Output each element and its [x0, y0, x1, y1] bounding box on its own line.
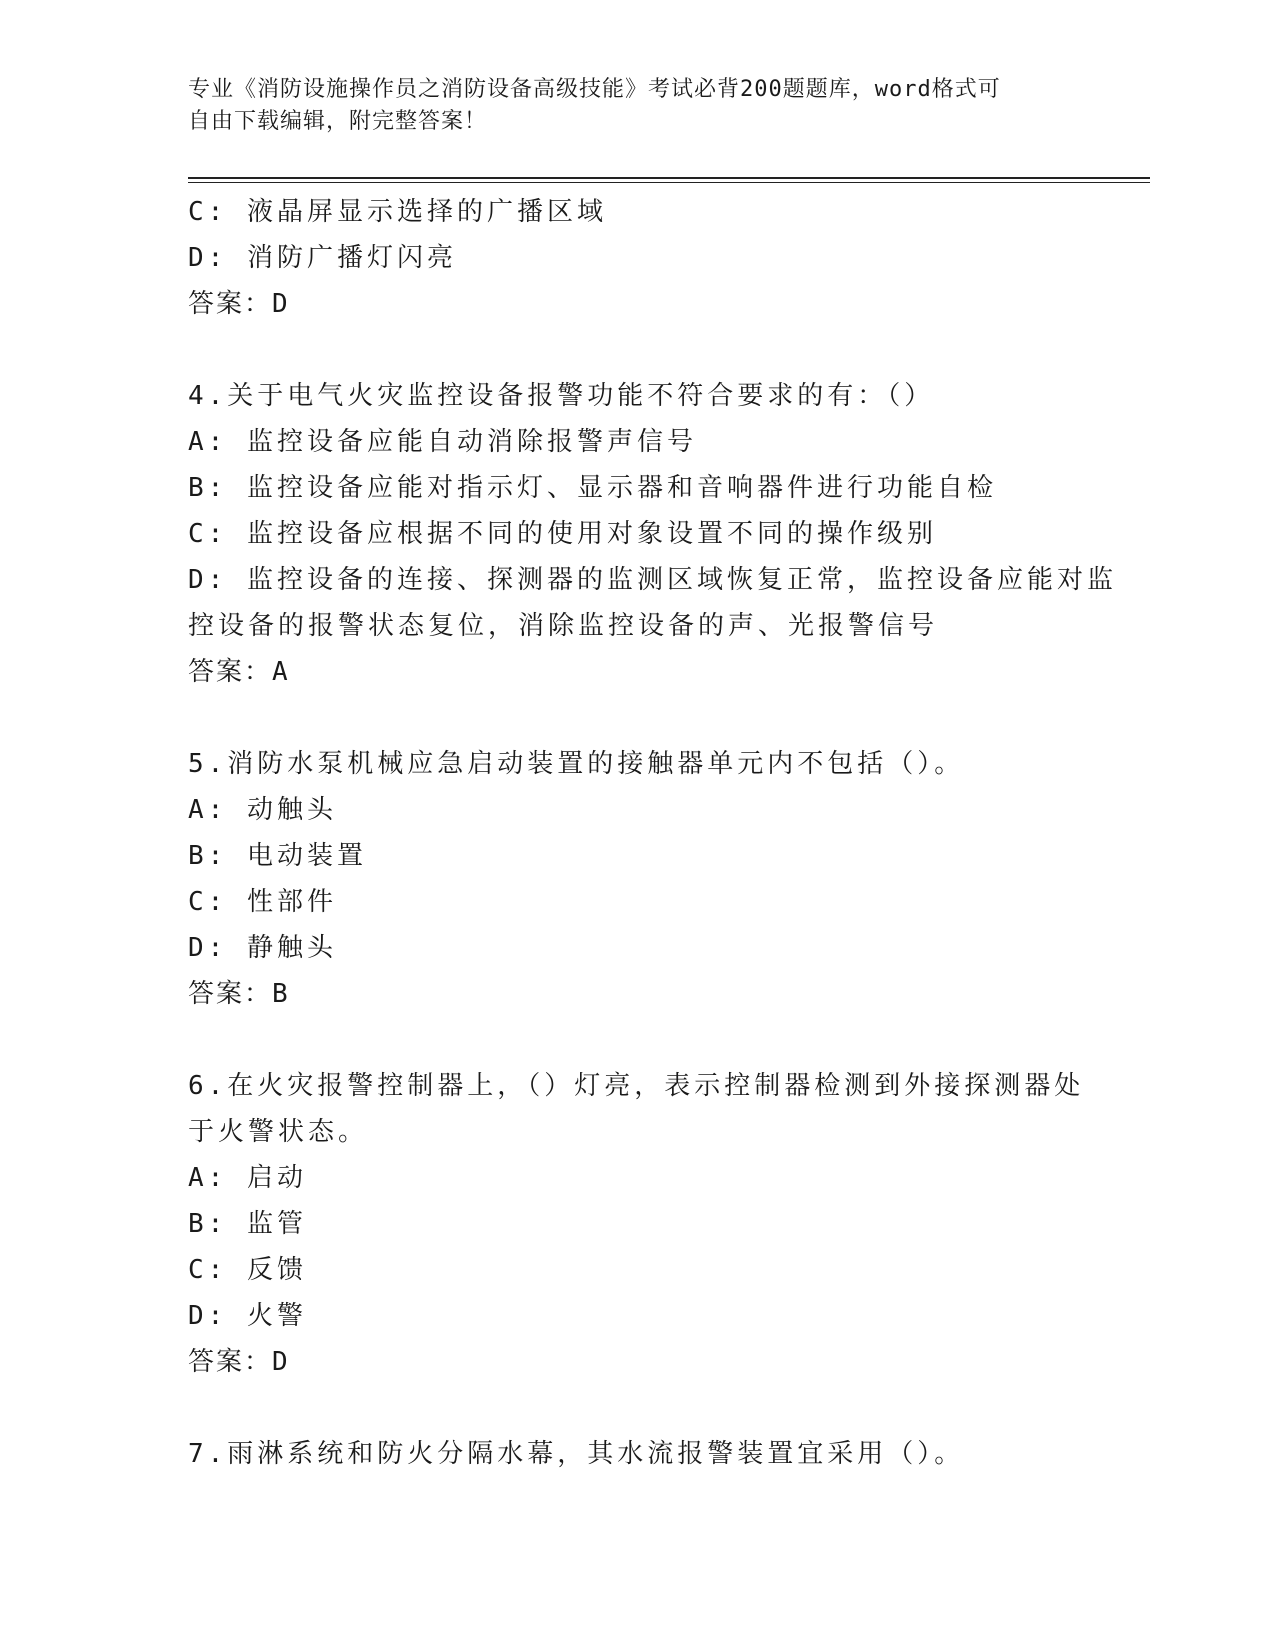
- question-6: [188, 1063, 1088, 1385]
- option-c: C: 监控设备应根据不同的使用对象设置不同的操作级别: [188, 519, 937, 549]
- header-line-2: 自由下载编辑，附完整答案！: [188, 109, 488, 134]
- option-d: D: 消防广播灯闪亮: [188, 243, 457, 273]
- page-header: [188, 74, 1068, 138]
- option-a: A: 动触头: [188, 795, 337, 825]
- option-d-line-1: D: 监控设备的连接、探测器的监测区域恢复正常，监控设备应能对监: [188, 565, 1117, 595]
- option-b: B: 监控设备应能对指示灯、显示器和音响器件进行功能自检: [188, 473, 997, 503]
- question-5: [188, 741, 1088, 1017]
- answer: 答案：A: [188, 657, 290, 687]
- answer: 答案：D: [188, 1347, 290, 1377]
- spacer: [188, 1385, 1088, 1431]
- question-stem: 7.雨淋系统和防火分隔水幕，其水流报警装置宜采用（）。: [188, 1439, 965, 1469]
- option-c: C: 性部件: [188, 887, 337, 917]
- option-a: A: 启动: [188, 1163, 307, 1193]
- question-list: [188, 189, 1117, 1477]
- header-divider-thick: [188, 177, 1150, 179]
- header-line-1: 专业《消防设施操作员之消防设备高级技能》考试必背200题题库，word格式可: [188, 77, 1001, 102]
- option-c: C: 反馈: [188, 1255, 307, 1285]
- header-divider-thin: [188, 182, 1150, 183]
- question-stem: 4.关于电气火灾监控设备报警功能不符合要求的有：（）: [188, 381, 935, 411]
- option-d: D: 火警: [188, 1301, 307, 1331]
- option-d-line-2: 控设备的报警状态复位，消除监控设备的声、光报警信号: [188, 611, 939, 641]
- question-stem-line-1: 6.在火灾报警控制器上，（）灯亮，表示控制器检测到外接探测器处: [188, 1071, 1085, 1101]
- answer: 答案：B: [188, 979, 290, 1009]
- option-c: C: 液晶屏显示选择的广播区域: [188, 197, 607, 227]
- question-4: [188, 373, 1117, 695]
- option-b: B: 电动装置: [188, 841, 367, 871]
- question-stem-line-2: 于火警状态。: [188, 1117, 369, 1147]
- spacer: [188, 327, 1088, 373]
- answer: 答案：D: [188, 289, 290, 319]
- previous-question-tail: [188, 189, 1088, 327]
- question-7: [188, 1431, 1088, 1477]
- question-stem: 5.消防水泵机械应急启动装置的接触器单元内不包括（）。: [188, 749, 965, 779]
- spacer: [188, 695, 1088, 741]
- option-b: B: 监管: [188, 1209, 307, 1239]
- option-d: D: 静触头: [188, 933, 337, 963]
- option-a: A: 监控设备应能自动消除报警声信号: [188, 427, 697, 457]
- spacer: [188, 1017, 1088, 1063]
